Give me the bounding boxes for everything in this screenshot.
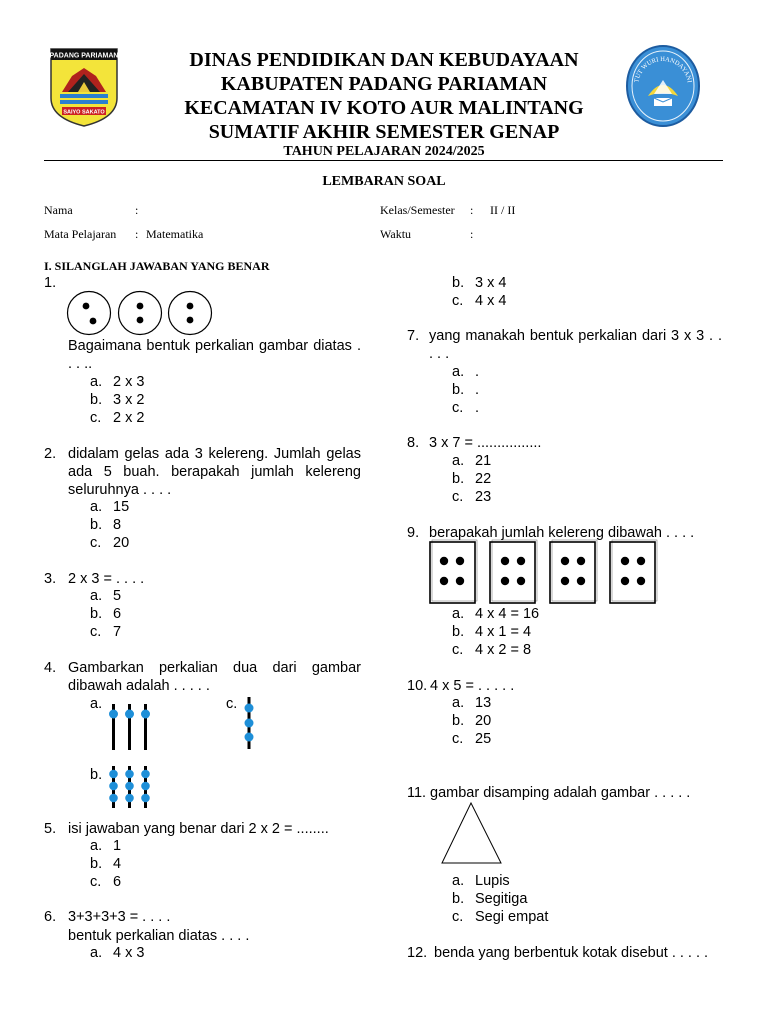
q6-option-a[interactable]: a. 4 x 3 xyxy=(90,945,145,961)
logo-right-text: TUT WURI HANDAYANI xyxy=(633,55,693,84)
section-title: I. SILANGLAH JAWABAN YANG BENAR xyxy=(44,259,270,273)
q8-text: 3 x 7 = ................ xyxy=(429,435,542,451)
q3-number: 3. xyxy=(44,571,57,587)
q6-text: 3+3+3+3 = . . . . xyxy=(68,909,171,925)
q9-text: berapakah jumlah kelereng dibawah . . . . xyxy=(429,525,695,541)
q6-number: 6. xyxy=(44,909,57,925)
q9-option-b[interactable]: b. 4 x 1 = 4 xyxy=(452,624,532,640)
q2-text: didalam gelas ada 3 kelereng. Jumlah gelas ada 5 buah. berapakah jumlah kelereng seluruhnya . . . . xyxy=(68,446,361,498)
header-line-2: KABUPATEN PADANG PARIAMAN xyxy=(220,73,548,95)
q7-text: yang manakah bentuk perkalian dari 3 x 3 . . . . . xyxy=(429,328,722,362)
q1-text: Bagaimana bentuk perkalian gambar diatas . . . .. xyxy=(68,338,361,372)
q2-option-b[interactable]: b. 8 xyxy=(90,517,122,533)
q3-option-c[interactable]: c. 7 xyxy=(90,624,122,640)
q4-text: Gambarkan perkalian dua dari gambar dibawah adalah . . . . . xyxy=(68,660,361,694)
q1-option-b[interactable]: b. 3 x 2 xyxy=(90,392,145,408)
q3-text: 2 x 3 = . . . . xyxy=(68,571,145,587)
q8-option-a[interactable]: a. 21 xyxy=(452,453,492,469)
header-line-1: DINAS PENDIDIKAN DAN KEBUDAYAAN xyxy=(189,49,579,71)
q6-option-c[interactable]: c. 4 x 4 xyxy=(452,293,507,309)
q11-triangle-image xyxy=(440,801,504,865)
q3-option-b[interactable]: b. 6 xyxy=(90,606,122,622)
q7-option-a[interactable]: a. . xyxy=(452,364,480,380)
q6-option-b[interactable]: b. 3 x 4 xyxy=(452,275,507,291)
waktu-sep: : xyxy=(470,227,474,241)
q6-text-2: bentuk perkalian diatas . . . . xyxy=(68,928,250,944)
q5-text: isi jawaban yang benar dari 2 x 2 = ........ xyxy=(68,821,329,837)
logo-top-text: PADANG PARIAMAN xyxy=(49,52,119,60)
q8-number: 8. xyxy=(407,435,420,451)
q4-option-b-label[interactable]: b. xyxy=(90,767,103,783)
q4-option-c-label[interactable]: c. xyxy=(226,696,238,712)
q10-option-b[interactable]: b. 20 xyxy=(452,713,492,729)
header-line-3: KECAMATAN IV KOTO AUR MALINTANG xyxy=(184,97,584,119)
q1-option-c[interactable]: c. 2 x 2 xyxy=(90,410,145,426)
q8-option-c[interactable]: c. 23 xyxy=(452,489,492,505)
q4-option-b-bead-image[interactable] xyxy=(106,764,154,810)
waktu-label: Waktu xyxy=(380,227,412,241)
q4-number: 4. xyxy=(44,660,57,676)
q10-option-c[interactable]: c. 25 xyxy=(452,731,492,747)
mapel-value: Matematika xyxy=(146,227,204,241)
q12-text: benda yang berbentuk kotak disebut . . . . . xyxy=(434,945,709,961)
nama-sep: : xyxy=(135,203,139,217)
q2-option-a[interactable]: a. 15 xyxy=(90,499,130,515)
q5-option-b[interactable]: b. 4 xyxy=(90,856,122,872)
header-rule xyxy=(44,160,723,161)
kelas-label: Kelas/Semester xyxy=(380,203,455,217)
q5-number: 5. xyxy=(44,821,57,837)
q10-option-a[interactable]: a. 13 xyxy=(452,695,492,711)
q9-number: 9. xyxy=(407,525,420,541)
q9-option-a[interactable]: a. 4 x 4 = 16 xyxy=(452,606,540,622)
q11-option-a[interactable]: a. Lupis xyxy=(452,873,510,889)
q11-text: gambar disamping adalah gambar . . . . . xyxy=(430,785,691,801)
q4-option-a-label[interactable]: a. xyxy=(90,696,103,712)
q7-number: 7. xyxy=(407,328,420,344)
nama-label: Nama xyxy=(44,203,73,217)
q1-number: 1. xyxy=(44,275,57,291)
q2-number: 2. xyxy=(44,446,57,462)
q10-number: 10. xyxy=(407,678,428,694)
header-line-5: TAHUN PELAJARAN 2024/2025 xyxy=(283,144,485,159)
q9-option-c[interactable]: c. 4 x 2 = 8 xyxy=(452,642,532,658)
q7-option-c[interactable]: c. . xyxy=(452,400,480,416)
q2-option-c[interactable]: c. 20 xyxy=(90,535,130,551)
q3-option-a[interactable]: a. 5 xyxy=(90,588,122,604)
q5-option-c[interactable]: c. 6 xyxy=(90,874,122,890)
mapel-sep: : xyxy=(135,227,139,241)
doc-title: LEMBARAN SOAL xyxy=(322,174,446,189)
q9-marble-boxes-image xyxy=(428,539,660,605)
q5-option-a[interactable]: a. 1 xyxy=(90,838,122,854)
q11-option-c[interactable]: c. Segi empat xyxy=(452,909,549,925)
logo-bottom-text: SAIYO SAKATO xyxy=(63,109,105,116)
kelas-sep: : xyxy=(470,203,474,217)
q1-dice-image xyxy=(66,290,216,338)
q8-option-b[interactable]: b. 22 xyxy=(452,471,492,487)
q7-option-b[interactable]: b. . xyxy=(452,382,480,398)
mapel-label: Mata Pelajaran xyxy=(44,227,117,241)
q4-option-c-bead-image[interactable] xyxy=(240,696,258,750)
header-line-4: SUMATIF AKHIR SEMESTER GENAP xyxy=(208,121,560,143)
q1-option-a[interactable]: a. 2 x 3 xyxy=(90,374,145,390)
q10-text: 4 x 5 = . . . . . xyxy=(430,678,515,694)
q11-option-b[interactable]: b. Segitiga xyxy=(452,891,528,907)
q4-option-a-bead-image[interactable] xyxy=(106,702,154,752)
q12-number: 12. xyxy=(407,945,428,961)
kelas-value: II / II xyxy=(490,203,516,217)
q11-number: 11. xyxy=(407,785,427,801)
